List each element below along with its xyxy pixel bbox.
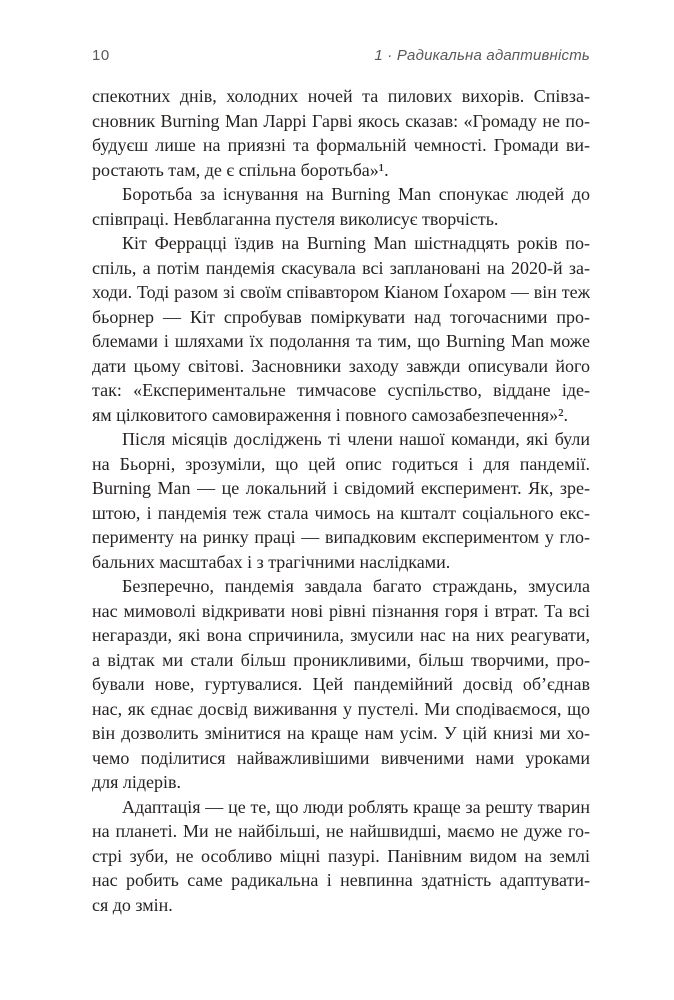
paragraph xyxy=(92,427,590,574)
text-line: на планеті. Ми не найбільші, не найшвидші, маємо не дуже го- xyxy=(92,821,590,841)
text-line: спіль, а потім пандемія скасувала всі заплановані на 2020-й за- xyxy=(92,257,590,278)
text-line: він дозволить змінитися на краще нам усім. У цій книзі ми хо- xyxy=(92,723,590,743)
text-line: Боротьба за існування на Burning Man спонукає людей до xyxy=(122,184,590,204)
paragraph xyxy=(92,182,590,231)
text-line: Після місяців досліджень ті члени нашої команди, які були xyxy=(122,429,590,449)
text-line: штою, і пандемія теж стала чимось на кшталт соціального екс- xyxy=(92,502,590,523)
text-line: для лідерів. xyxy=(92,772,182,792)
text-line: бували нове, гуртувалися. Цей пандемійний досвід об’єднав xyxy=(92,674,590,694)
text-line: ям цілковитого самовираження і повного самозабезпечення»². xyxy=(92,404,569,425)
text-line: спекотних днів, холодних ночей та пилових вихорів. Співза- xyxy=(92,86,590,106)
text-line: перименту на ринку праці — випадковим експериментом у гло- xyxy=(92,527,590,547)
text-line: бальних масштабах і з трагічними наслідками. xyxy=(92,551,451,572)
paragraph xyxy=(92,574,590,795)
text-line: Burning Man — це локальний і свідомий експеримент. Як, зре- xyxy=(92,478,590,498)
text-line: а відтак ми стали більш проникливими, більш творчими, про- xyxy=(92,649,590,670)
paragraph xyxy=(92,795,590,918)
text-line: ростають там, де є спільна боротьба»¹. xyxy=(92,159,389,180)
text-line: сновник Burning Man Ларрі Гарві якось сказав: «Громаду не по- xyxy=(92,110,590,131)
text-line: бьорнер — Кіт спробував поміркувати над тогочасними про- xyxy=(92,306,590,327)
text-line: стрі зуби, не особливо міцні пазурі. Панівним видом на землі xyxy=(92,845,590,866)
text-line: нас, як єднає досвід виживання у пустелі. Ми сподіваємося, що xyxy=(92,698,590,719)
page-body xyxy=(92,84,590,917)
text-line: ся до змін. xyxy=(92,894,173,915)
text-line: блемами і шляхами їх подолання та тим, що Burning Man може xyxy=(92,331,590,351)
text-line: будуєш лише на приязні та формальній чемності. Громади ви- xyxy=(92,135,590,155)
text-line: дати цьому світові. Засновники заходу завжди описували його xyxy=(92,355,590,376)
text-line: нас робить саме радикальна і невпинна здатність адаптувати- xyxy=(92,870,590,890)
text-line: на Бьорні, зрозуміли, що цей опис годиться і для пандемії. xyxy=(92,453,590,474)
text-line: ходи. Тоді разом зі своїм співавтором Кіаном Ґохаром — він теж xyxy=(92,282,590,302)
text-line: Кіт Феррацці їздив на Burning Man шістнадцять років по- xyxy=(122,233,590,253)
text-line: так: «Експериментальне тимчасове суспільство, віддане іде- xyxy=(92,380,590,400)
text-line: нас мимоволі відкривати нові рівні пізнання горя і втрат. Та всі xyxy=(92,600,590,621)
paragraph xyxy=(92,231,590,427)
page-header xyxy=(92,47,590,64)
text-line: Адаптація — це те, що люди роблять краще за решту тварин xyxy=(122,796,590,817)
text-line: чемо поділитися найважливішими вивченими нами уроками xyxy=(92,747,590,768)
running-head: 1 · Радикальна адаптивність xyxy=(374,47,590,64)
text-line: Безперечно, пандемія завдала багато страждань, змусила xyxy=(122,576,590,596)
text-line: негаразди, які вона спричинила, змусили нас на них реагувати, xyxy=(92,625,590,645)
page-number: 10 xyxy=(92,47,110,64)
paragraph xyxy=(92,84,590,182)
text-line: співпраці. Невблаганна пустеля виколисує творчість. xyxy=(92,208,499,229)
